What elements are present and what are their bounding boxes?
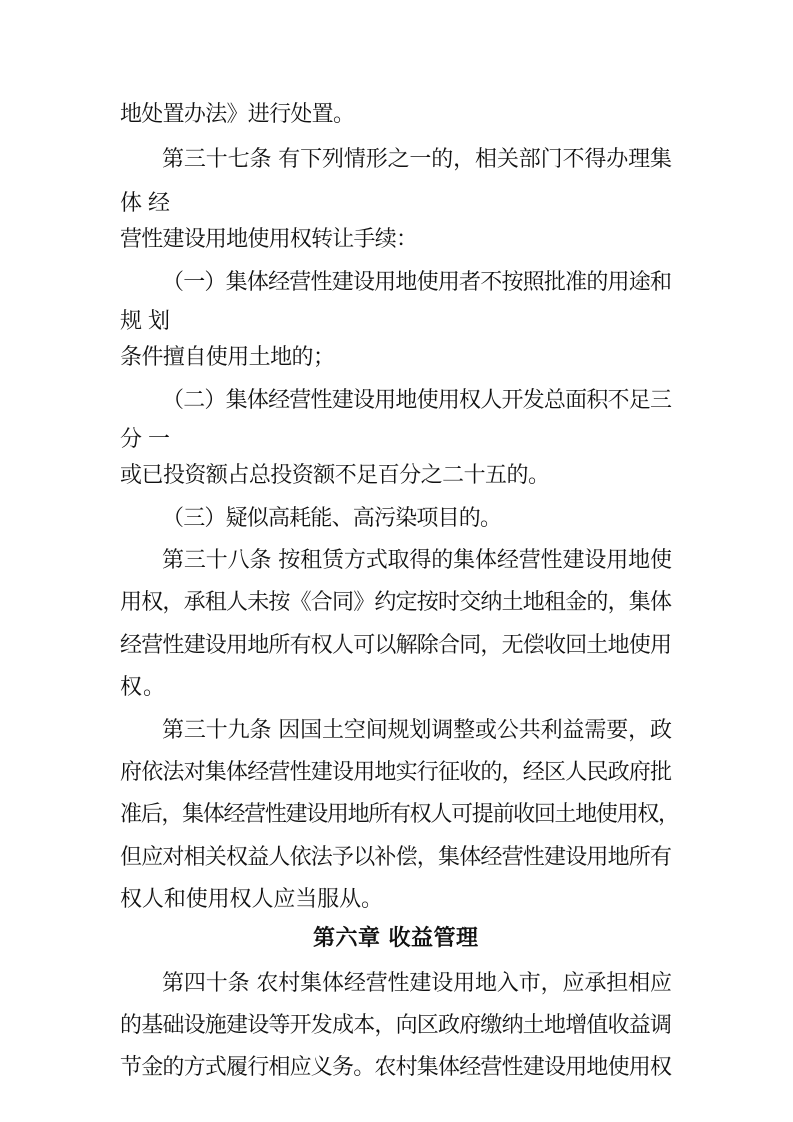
article-39-first-line: 第三十九条 因国土空间规划调整或公共利益需要，政 — [162, 718, 672, 743]
text-line: 体经 — [120, 191, 176, 216]
text-line: 分一 — [120, 427, 176, 452]
text-line: 经营性建设用地所有权人可以解除合同，无偿收回土地使用 — [120, 633, 672, 658]
text-line: 规划 — [120, 309, 176, 334]
text-line: 准后，集体经营性建设用地所有权人可提前收回土地使用权， — [120, 802, 679, 827]
text-line: 的基础设施建设等开发成本，向区政府缴纳土地增值收益调 — [120, 1013, 672, 1038]
clause-3-line: （三）疑似高耗能、高污染项目的。 — [162, 506, 502, 531]
text-line: 地处置办法》进行处置。 — [120, 102, 355, 127]
text-line: 用权，承租人未按《合同》约定按时交纳土地租金的，集体 — [120, 590, 672, 615]
text-line: 权人和使用权人应当服从。 — [120, 887, 383, 912]
chapter-heading: 第六章 收益管理 — [313, 926, 479, 951]
text-line: 权。 — [120, 675, 166, 700]
text-line: 但应对相关权益人依法予以补偿，集体经营性建设用地所有 — [120, 845, 672, 870]
text-line: 或已投资额占总投资额不足百分之二十五的。 — [120, 463, 550, 488]
text-line: 府依法对集体经营性建设用地实行征收的，经区人民政府批 — [120, 760, 672, 785]
article-38-first-line: 第三十八条 按租赁方式取得的集体经营性建设用地使 — [162, 548, 672, 573]
article-37-first-line: 第三十七条 有下列情形之一的，相关部门不得办理集 — [162, 147, 672, 172]
text-line: 营性建设用地使用权转让手续： — [120, 227, 418, 252]
text-line: 条件擅自使用土地的； — [120, 345, 335, 370]
clause-2-line: （二）集体经营性建设用地使用权人开发总面积不足三 — [162, 388, 672, 413]
article-40-first-line: 第四十条 农村集体经营性建设用地入市，应承担相应 — [162, 971, 672, 996]
clause-1-line: （一）集体经营性建设用地使用者不按照批准的用途和 — [162, 270, 672, 295]
text-line: 节金的方式履行相应义务。农村集体经营性建设用地使用权 — [120, 1055, 672, 1080]
